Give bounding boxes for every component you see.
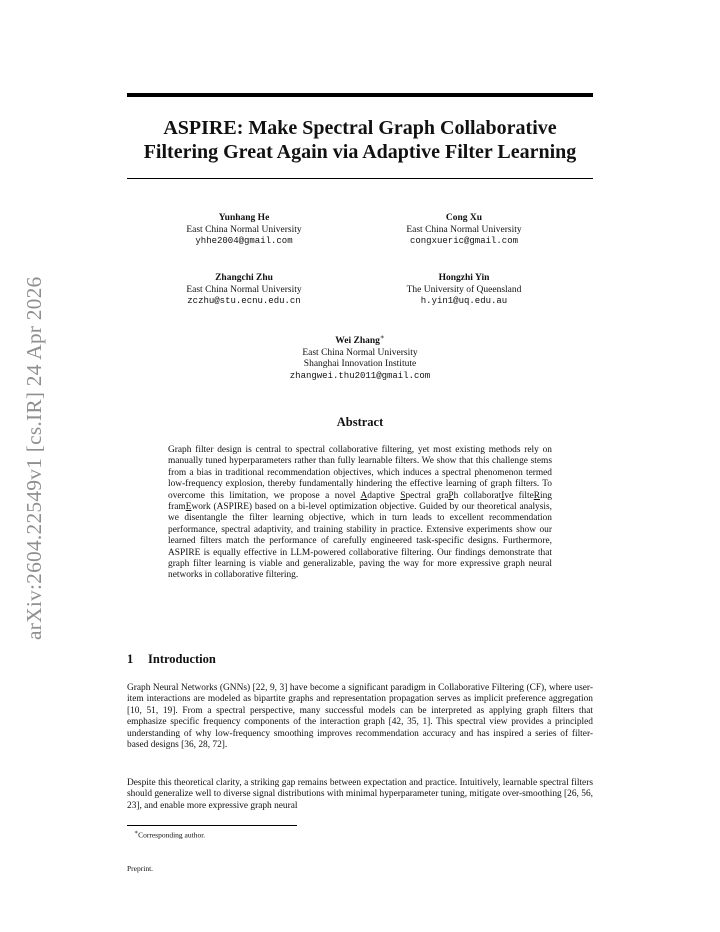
author-email: zczhu@stu.ecnu.edu.cn [187,296,301,306]
author-email: h.yin1@uq.edu.au [420,296,508,306]
abstract-text-1: Graph filter design is central to spectral collaborative filtering, yet most existing methods rely on manually tuned hyperparameters rather than fully learnable filters. We show that this challenge stems from a bias in traditional recommendation objectives, which induces a spectral phenomenon termed low-frequency explosion, thereby fundamentally hindering the effective learning of graph filters. To overcome this limitation, we propose a novel [168,445,552,501]
section-title: Introduction [148,652,216,666]
author-affiliation-2: Shanghai Innovation Institute [303,359,417,370]
title-line-1: ASPIRE: Make Spectral Graph Collaborative [163,117,557,139]
abstract-word: pectral gra [405,490,449,501]
footnote-rule [127,825,297,826]
author-email: congxueric@gmail.com [409,236,519,246]
intro-paragraph-2: Despite this theoretical clarity, a striking gap remains between expectation and practice. Intuitively, learnable spectral filters should generalize well to diverse signal distributions with minimal hyperparameter tuning, mitigate over-smoothing [26, 56, 23], and enable more expressive graph neural [127,778,593,811]
author-affiliation: East China Normal University [186,224,302,235]
title-top-rule [127,93,593,97]
author-name: Zhangchi Zhu [215,273,273,283]
author-block-1 [134,213,354,248]
acronym-letter: A [360,490,368,501]
author-affiliation: East China Normal University [406,224,522,235]
section-number: 1 [127,652,134,666]
acronym-letter: S [400,490,406,501]
author-name-text: Wei Zhang [335,336,380,347]
abstract-body [168,445,552,582]
abstract-word: ve filte [504,490,534,501]
intro-paragraph-1: Graph Neural Networks (GNNs) [22, 9, 3] have become a significant paradigm in Collaborative Filtering (CF), where user-item interactions are modeled as bipartite graphs and representation propagation serves as implicit preference aggregation [10, 51, 19]. From a spectral perspective, many successful models can be interpreted as applying graph filters that emphasize specific frequency components of the interaction graph [42, 35, 1]. This spectral view provides a principled understanding of why low-frequency smoothing improves recommendation accuracy and has inspired a series of filter-based designs [36, 28, 72]. [127,683,593,751]
author-block-5 [250,332,470,382]
abstract-word: ing fram [168,490,552,513]
arxiv-identifier-stamp: arXiv:2604.22549v1 [cs.IR] 24 Apr 2026 [22,276,46,640]
acronym-letter: P [448,490,454,501]
footnote [134,829,205,840]
paper-title [127,116,593,164]
abstract-word: daptive [367,490,401,501]
title-line-2: Filtering Great Again via Adaptive Filter Learning [143,141,577,163]
author-block-4 [354,273,574,308]
corresponding-author-mark: ∗ [379,333,385,341]
title-bottom-rule [127,178,593,179]
author-name [250,332,470,348]
acronym-letter: R [533,490,541,501]
author-block-3 [134,273,354,308]
author-affiliation: East China Normal University [302,347,418,358]
abstract-word: h collaborat [453,490,502,501]
acronym-letter: E [185,502,192,513]
author-name: Cong Xu [445,213,483,223]
author-email: yhhe2004@gmail.com [195,236,293,246]
footnote-mark: ∗ [134,830,139,836]
acronym-letter: I [501,490,505,501]
author-email: zhangwei.thu2011@gmail.com [289,370,431,381]
author-name: Hongzhi Yin [438,273,490,283]
footnote-text: Corresponding author. [138,830,206,840]
author-affiliation: The University of Queensland [406,284,522,295]
author-block-2 [354,213,574,248]
abstract-heading: Abstract [336,415,384,429]
preprint-label: Preprint. [127,864,154,873]
section-heading [127,652,216,667]
author-affiliation: East China Normal University [186,284,302,295]
author-name: Yunhang He [218,213,270,223]
abstract-text-2: work (ASPIRE) based on a bi-level optimization objective. Guided by our theoretical analysis, we disentangle the filter learning objective, which in turn leads to excellent recommendation performance, spectral adaptivity, and training stability in practice. Extensive experiments show our learned filters match the performance of carefully engineered task-specific designs. Furthermore, ASPIRE is equally effective in LLM-powered collaborative filtering. Our findings demonstrate that graph filter learning is viable and generalizable, paving the way for more expressive graph neural networks in collaborative filtering. [168,502,552,581]
